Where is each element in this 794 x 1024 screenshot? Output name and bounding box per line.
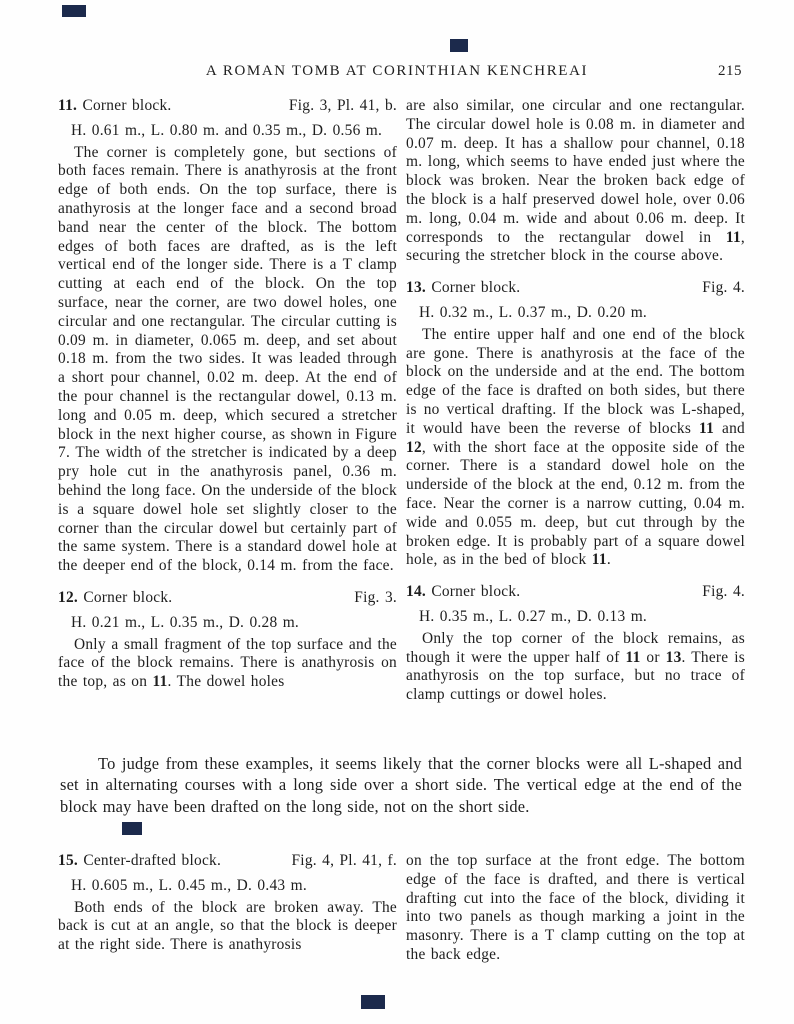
ink-blot-artifact (62, 5, 86, 17)
ink-blot-artifact (122, 822, 142, 835)
entry-title: Corner block. (431, 583, 521, 601)
entry-title: Corner block. (83, 588, 173, 606)
entry-14-dimensions: H. 0.35 m., L. 0.27 m., D. 0.13 m. (419, 607, 648, 625)
summary-paragraph: To judge from these examples, it seems likely that the corner blocks were all L-shaped and set in alternating courses with a long side over a short side. The vertical edge at the end of the block may have been drafted on the long side, not on the short side. (60, 754, 742, 816)
entry-number: 14. (406, 583, 426, 601)
entry-12-body-start: Only a small fragment of the top surface and the face of the block remains. There is anathyrosis on the top, as on 11. The dowel holes (58, 635, 397, 691)
ink-blot-artifact (450, 39, 468, 52)
entry-11 (58, 97, 397, 576)
figure-reference: Fig. 4. (702, 583, 745, 601)
entry-15-body-start: Both ends of the block are broken away. The back is cut at an angle, so that the block is deeper at the right side. There is anathyrosis (58, 898, 397, 954)
entry-title: Corner block. (431, 279, 521, 297)
column-left-bottom (58, 852, 397, 955)
entry-15 (58, 852, 397, 955)
entry-number: 11. (58, 97, 78, 114)
page-number: 215 (718, 63, 742, 79)
entry-14-heading (406, 583, 745, 602)
entry-title: Center-drafted block. (83, 852, 222, 869)
entry-11-heading (58, 97, 397, 116)
entry-11-title-line (58, 97, 172, 116)
ink-blot-artifact (361, 995, 385, 1009)
entry-12 (58, 589, 397, 692)
entry-number: 15. (58, 852, 78, 869)
entry-13-dimensions: H. 0.32 m., L. 0.37 m., D. 0.20 m. (419, 303, 648, 321)
entry-15-body-continuation: on the top surface at the front edge. The bottom edge of the face is drafted, and there is vertical drafting cut into the face of the block, dividing it into two panels as though marking a joint in the masonry. There is a T clamp cutting on the top at the back edge. (406, 852, 745, 963)
entry-15-heading (58, 852, 397, 871)
entry-14-title-line (406, 583, 520, 602)
entry-13-title-line (406, 279, 520, 298)
entry-13-body: The entire upper half and one end of the block are gone. There is anathyrosis at the face of the block on the underside and at the end. The bottom edge of the face is drafted on both sides, but there is no vertical drafting. If the block was L-shaped, it would have been the reverse of blocks 11 and 12, with the short face at the opposite side of the corner. There is a standard dowel hole on the underside of the block at the end, 0.12 m. from the face. Near the corner is a narrow cutting, 0.04 m. wide and 0.055 m. deep, but cut through by the broken edge. It is probably part of a square dowel hole, as in the bed of block 11. (406, 325, 745, 569)
entry-15-title-line (58, 852, 221, 871)
column-right-top (406, 97, 745, 705)
entry-number: 13. (406, 279, 426, 297)
running-head (0, 63, 794, 80)
entry-12-body-continuation: are also similar, one circular and one rectangular. The circular dowel hole is 0.08 m. in diameter and 0.07 m. deep. It has a shallow pour channel, 0.18 m. long, which seems to have ended just where the block was broken. Near the broken back edge of the block is a half preserved dowel hole, over 0.06 m. long, 0.04 m. wide and about 0.06 m. deep. It corresponds to the rectangular dowel in 11, securing the stretcher block in the course above. (406, 97, 745, 265)
entry-13-heading (406, 279, 745, 298)
figure-reference: Fig. 3, Pl. 41, b. (288, 97, 397, 114)
figure-reference: Fig. 3. (354, 588, 397, 606)
entry-14 (406, 583, 745, 705)
entry-11-dimensions: H. 0.61 m., L. 0.80 m. and 0.35 m., D. 0.56 m. (71, 121, 383, 139)
entry-12-title-line (58, 589, 172, 608)
column-right-bottom (406, 852, 745, 965)
entry-12-heading (58, 589, 397, 608)
entry-12-dimensions: H. 0.21 m., L. 0.35 m., D. 0.28 m. (71, 613, 300, 631)
entry-13 (406, 279, 745, 570)
column-left-top (58, 97, 397, 692)
figure-reference: Fig. 4, Pl. 41, f. (291, 852, 397, 869)
entry-title: Corner block. (82, 97, 172, 114)
entry-15-dimensions: H. 0.605 m., L. 0.45 m., D. 0.43 m. (71, 876, 307, 894)
entry-number: 12. (58, 588, 78, 606)
figure-reference: Fig. 4. (702, 279, 745, 297)
entry-14-body: Only the top corner of the block remains, as though it were the upper half of 11 or 13. There is anathyrosis on the top surface, but no trace of clamp cuttings or dowel holes. (406, 629, 745, 704)
page-title: A ROMAN TOMB AT CORINTHIAN KENCHREAI (205, 63, 589, 79)
entry-11-body: The corner is completely gone, but sections of both faces remain. There is anathyrosis at the front edge of both ends. On the top surface, there is anathyrosis at the longer face and a second broad band near the center of the block. The bottom edges of both faces are drafted, as is the left vertical end of the longer side. There is a T clamp cutting at each end of the block. On the top surface, near the corner, are two dowel holes, one circular and one rectangular. The circular cutting is 0.09 m. in diameter, 0.065 m. deep, and set about 0.18 m. from the two sides. It was leaded through a short pour channel, 0.02 m. deep. At the end of the pour channel is the rectangular dowel, 0.13 m. long and 0.05 m. deep, which secured a stretcher block in the next higher course, as shown in Figure 7. The width of the stretcher is indicated by a deep pry hole cut in the anathyrosis panel, 0.36 m. behind the long face. On the underside of the block is a square dowel hole set slightly closer to the corner than the circular dowel but certainly part of the same system. There is a standard dowel hole at the deeper end of the block, 0.14 m. from the face. (58, 143, 397, 575)
